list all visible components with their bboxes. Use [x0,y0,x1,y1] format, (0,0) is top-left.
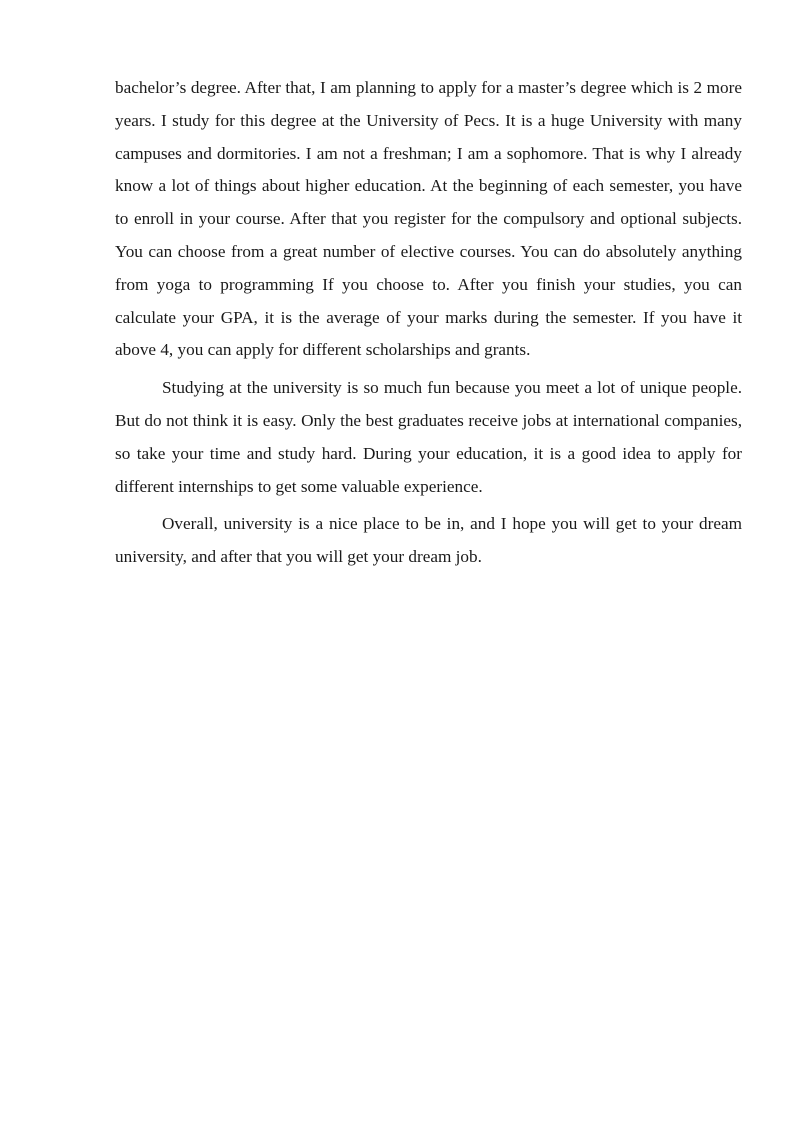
paragraph-studying: Studying at the university is so much fun because you meet a lot of unique people. But do not think it is easy. Only the best graduates receive jobs at international companies, so take your time and study hard. During your education, it is a good idea to apply for different internships to get some valuable experience. [115,378,742,496]
paragraph-conclusion: Overall, university is a nice place to be in, and I hope you will get to your dream university, and after that you will get your dream job. [115,514,742,567]
paragraph-continuation: bachelor’s degree. After that, I am planning to apply for a master’s degree which is 2 more years. I study for this degree at the University of Pecs. It is a huge University with many campuses and dormitories. I am not a freshman; I am a sophomore. That is why I already know a lot of things about higher education. At the beginning of each semester, you have to enroll in your course. After that you register for the compulsory and optional subjects. You can choose from a great number of elective courses. You can do absolutely anything from yoga to programming If you choose to. After you finish your studies, you can calculate your GPA, it is the average of your marks during the semester. If you have it above 4, you can apply for different scholarships and grants. [115,78,742,360]
document-page [115,72,742,579]
